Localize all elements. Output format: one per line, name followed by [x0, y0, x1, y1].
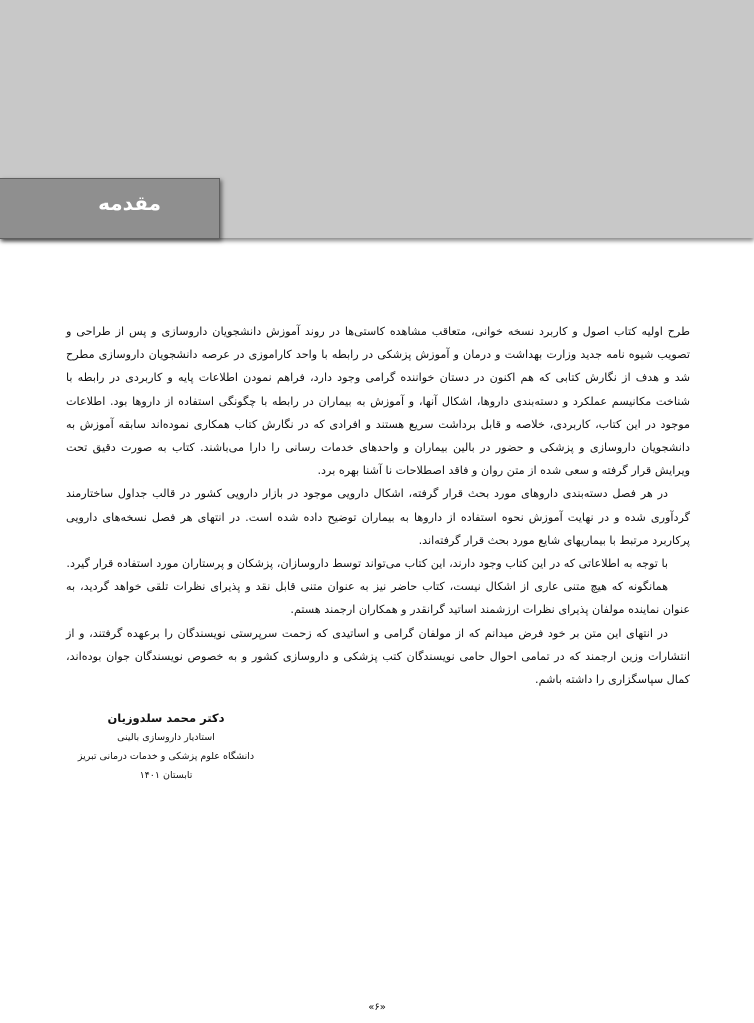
author-position: استادیار داروسازی بالینی — [117, 732, 215, 743]
paragraph-4: همانگونه که هیچ متنی عاری از اشکال نیست، کتاب حاضر نیز به عنوان متنی قابل نقد و پذیرای نظرات تلقی خواهد گردید، به عنوان نماینده مولفان پذیرای نظرات ارزشمند اساتید گرانقدر و همکاران ارجمند هستم. — [66, 580, 690, 617]
signature-date: تابستان ۱۴۰۱ — [139, 770, 193, 781]
paragraph-1: طرح اولیه کتاب اصول و کاربرد نسخه خوانی، متعاقب مشاهده کاستی‌ها در روند آموزش دانشجویان داروسازی و پس از طراحی و تصویب شیوه نامه جدید وزارت بهداشت و درمان و آموزش پزشکی در رابطه با واحد کاراموزی در عرصه دانشجویان داروسازی مطرح شد و هدف از نگارش کتابی که هم اکنون در دستان خواننده گرامی وجود دارد، فراهم نمودن اطلاعات پایه و کاربردی در رابطه با شناخت مکانیسم عملکرد و دسته‌بندی داروها، اشکال آنها، و آموزش به بیماران در رابطه با چگونگی استفاده از داروها بود. اطلاعات موجود در این کتاب، کاربردی، خلاصه و قابل برداشت سریع هستند و افرادی که در نگارش کتاب همکاری نموده‌اند سابقه آموزش به دانشجویان داروسازی و پزشکی و حضور در بالین بیماران و واحدهای خدمات رسانی را دارا می‌باشند. کتاب به صورت دقیق تحت ویرایش قرار گرفته و سعی شده از متن روان و فاقد اصطلاحات نا آشنا بهره برد. — [66, 325, 690, 478]
author-affiliation: دانشگاه علوم پزشکی و خدمات درمانی تبریز — [77, 751, 255, 762]
paragraph-5: در انتهای این متن بر خود فرض میدانم که از مولفان گرامی و اساتیدی که زحمت سرپرستی نویسندگان را برعهده گرفتند، و از انتشارات وزین ارجمند که در تمامی احوال حامی نویسندگان کتب پزشکی و داروسازی کشور و به خصوص نویسندگان جوان بوده‌اند، کمال سپاسگزاری را داشته باشم. — [66, 626, 690, 687]
page-number: «۶» — [368, 1002, 386, 1013]
page-title: مقدمه — [98, 191, 161, 215]
paragraph-2: در هر فصل دسته‌بندی داروهای مورد بحث قرار گرفته، اشکال دارویی موجود در بازار دارویی کشور در قالب جداول ساختارمند گردآوری شده و در نهایت آموزش نحوه استفاده از داروها به بیماران توضیح داده شده است. در انتهای هر فصل نسخه‌های دارویی پرکاربرد مرتبط با بیماریهای شایع مورد بحث قرار گرفته‌اند. — [66, 487, 690, 547]
signature-block — [66, 708, 266, 785]
body-text — [66, 320, 690, 691]
paragraph-3: با توجه به اطلاعاتی که در این کتاب وجود دارند، این کتاب می‌تواند توسط داروسازان، پزشکان و پرستاران مورد استفاده قرار گیرد. — [66, 557, 668, 571]
title-tab — [0, 178, 220, 239]
author-name: دکتر محمد سلدوزیان — [107, 711, 225, 725]
